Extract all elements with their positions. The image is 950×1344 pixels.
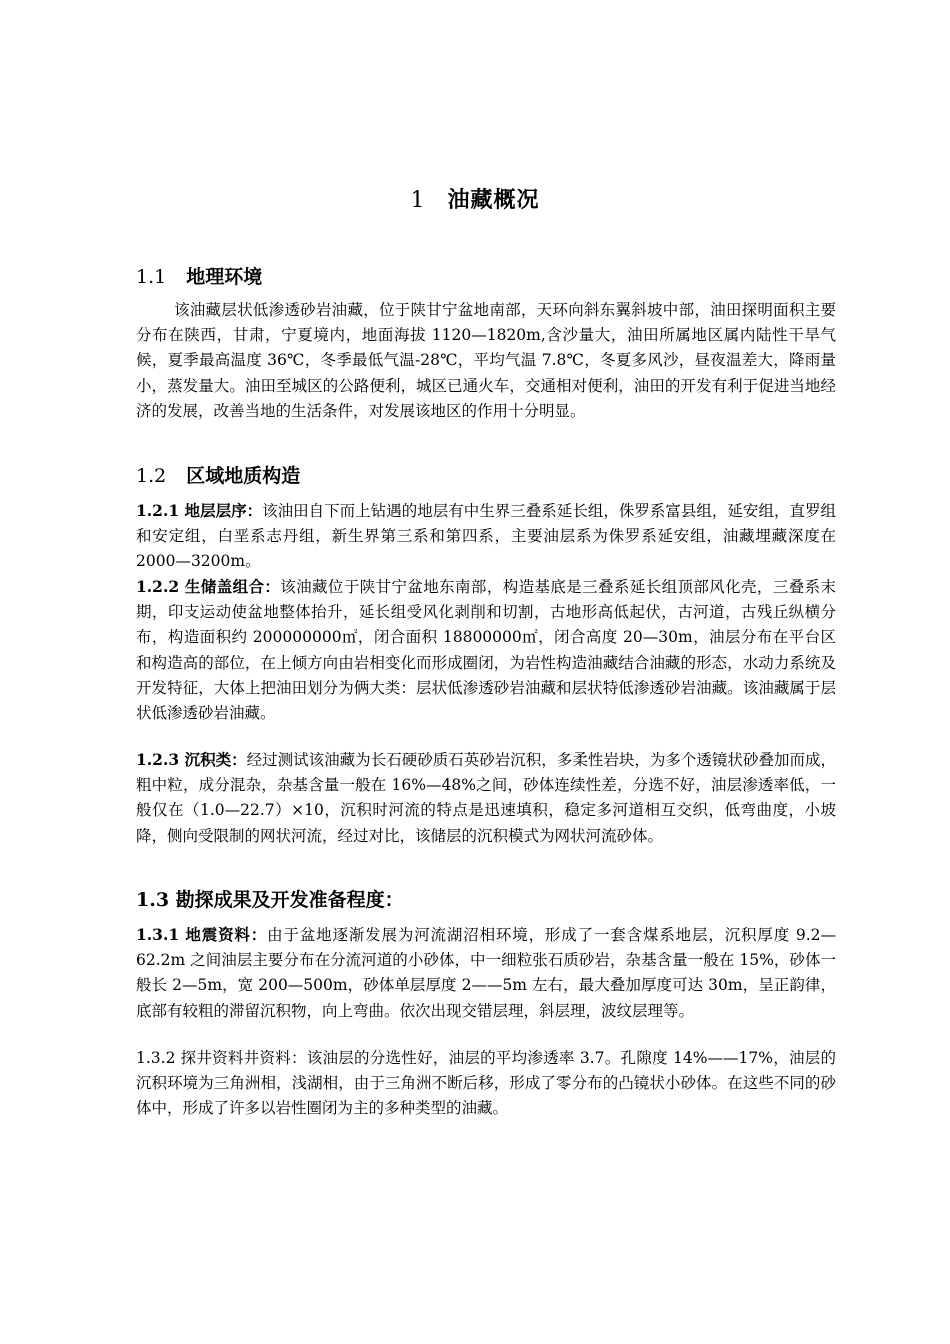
- paragraph-1-3-1: [136, 922, 836, 1024]
- paragraph-1-2-3: [136, 747, 836, 849]
- section-1-1-heading: [136, 262, 262, 289]
- paragraph-1-3-1-text: 由于盆地逐渐发展为河流湖沼相环境，形成了一套含煤系地层，沉积厚度 9.2—62.2m 之间油层主要分布在分流河道的小砂体，中一细粒张石质砂岩，杂基含量一般在 15%，砂体一般长 2—5m，宽 200—500m，砂体单层厚度 2——5m 左右，最大叠加厚度可达 30m，呈正韵律，底部有较粗的滞留沉积物，向上弯曲。依次出现交错层理，斜层理，波纹层理等。: [136, 926, 836, 1020]
- section-1-1-body: 该油藏层状低渗透砂岩油藏，位于陕甘宁盆地南部，天环向斜东翼斜坡中部，油田探明面积主要分布在陕西，甘肃，宁夏境内，地面海拔 1120—1820m,含沙量大，油田所属地区属内陆性干旱气候，夏季最高温度 36℃，冬季最低气温-28℃，平均气温 7.8℃，冬夏多风沙，昼夜温差大，降雨量小，蒸发量大。油田至城区的公路便利，城区已通火车，交通相对便利，油田的开发有利于促进当地经济的发展，改善当地的生活条件，对发展该地区的作用十分明显。: [136, 301, 836, 420]
- paragraph-1-2-3-label: 1.2.3 沉积类：: [136, 750, 247, 769]
- paragraph-1-2-2-label: 1.2.2 生储盖组合：: [136, 577, 281, 596]
- paragraph-1-2-1-label: 1.2.1 地层层序：: [136, 501, 263, 520]
- paragraph-1-2-1-text: 该油田自下而上钻遇的地层有中生界三叠系延长组，侏罗系富县组，延安组，直罗组和安定组，白垩系志丹组，新生界第三系和第四系，主要油层系为侏罗系延安组，油藏埋藏深度在 2000—3200m。: [136, 502, 836, 571]
- paragraph-1-2-2-text: 该油藏位于陕甘宁盆地东南部，构造基底是三叠系延长组顶部风化壳，三叠系末期，印支运动使盆地整体抬升，延长组受风化剥削和切割，古地形高低起伏，古河道，古残丘纵横分布，构造面积约 200000000㎡，闭合面积 18800000㎡，闭合高度 20—30m，油层分布在平台区和构造高的部位，在上倾方向由岩相变化而形成圈闭，为岩性构造油藏结合油藏的形态，水动力系统及开发特征，大体上把油田划分为俩大类：层状低渗透砂岩油藏和层状特低渗透砂岩油藏。该油藏属于层状低渗透砂岩油藏。: [136, 578, 836, 723]
- paragraph-1-3-1-label: 1.3.1 地震资料：: [136, 925, 268, 944]
- paragraph-1-2-2: [136, 574, 836, 726]
- section-1-2-number: 1.2: [136, 465, 167, 487]
- section-1-1-number: 1.1: [136, 266, 167, 288]
- section-1-2-title: 区域地质构造: [186, 465, 301, 487]
- title-number: 1: [410, 188, 426, 213]
- title-text: 油藏概况: [447, 187, 540, 213]
- paragraph-1-2-1: [136, 498, 836, 575]
- section-1-1-title: 地理环境: [186, 266, 263, 288]
- page-title: [0, 183, 950, 214]
- section-1-3-heading: 1.3 勘探成果及开发准备程度：: [136, 889, 404, 911]
- paragraph-1-3-2: 1.3.2 探井资料井资料：该油层的分选性好，油层的平均渗透率 3.7。孔隙度 14%——17%，油层的沉积环境为三角洲相，浅湖相，由于三角洲不断后移，形成了零分布的凸镜状小砂体。在这些不同的砂体中，形成了许多以岩性圈闭为主的多种类型的油藏。: [136, 1049, 836, 1118]
- paragraph-1-2-3-text: 经过测试该油藏为长石硬砂质石英砂岩沉积，多柔性岩块，为多个透镜状砂叠加而成，粗中粒，成分混杂，杂基含量一般在 16%—48%之间，砂体连续性差，分选不好，油层渗透率低，一般仅在（1.0—22.7）×10，沉积时河流的特点是迅速填积，稳定多河道相互交织，低弯曲度，小坡降，侧向受限制的网状河流，经过对比，该储层的沉积模式为网状河流砂体。: [136, 751, 836, 845]
- section-1-2-heading: [136, 461, 300, 488]
